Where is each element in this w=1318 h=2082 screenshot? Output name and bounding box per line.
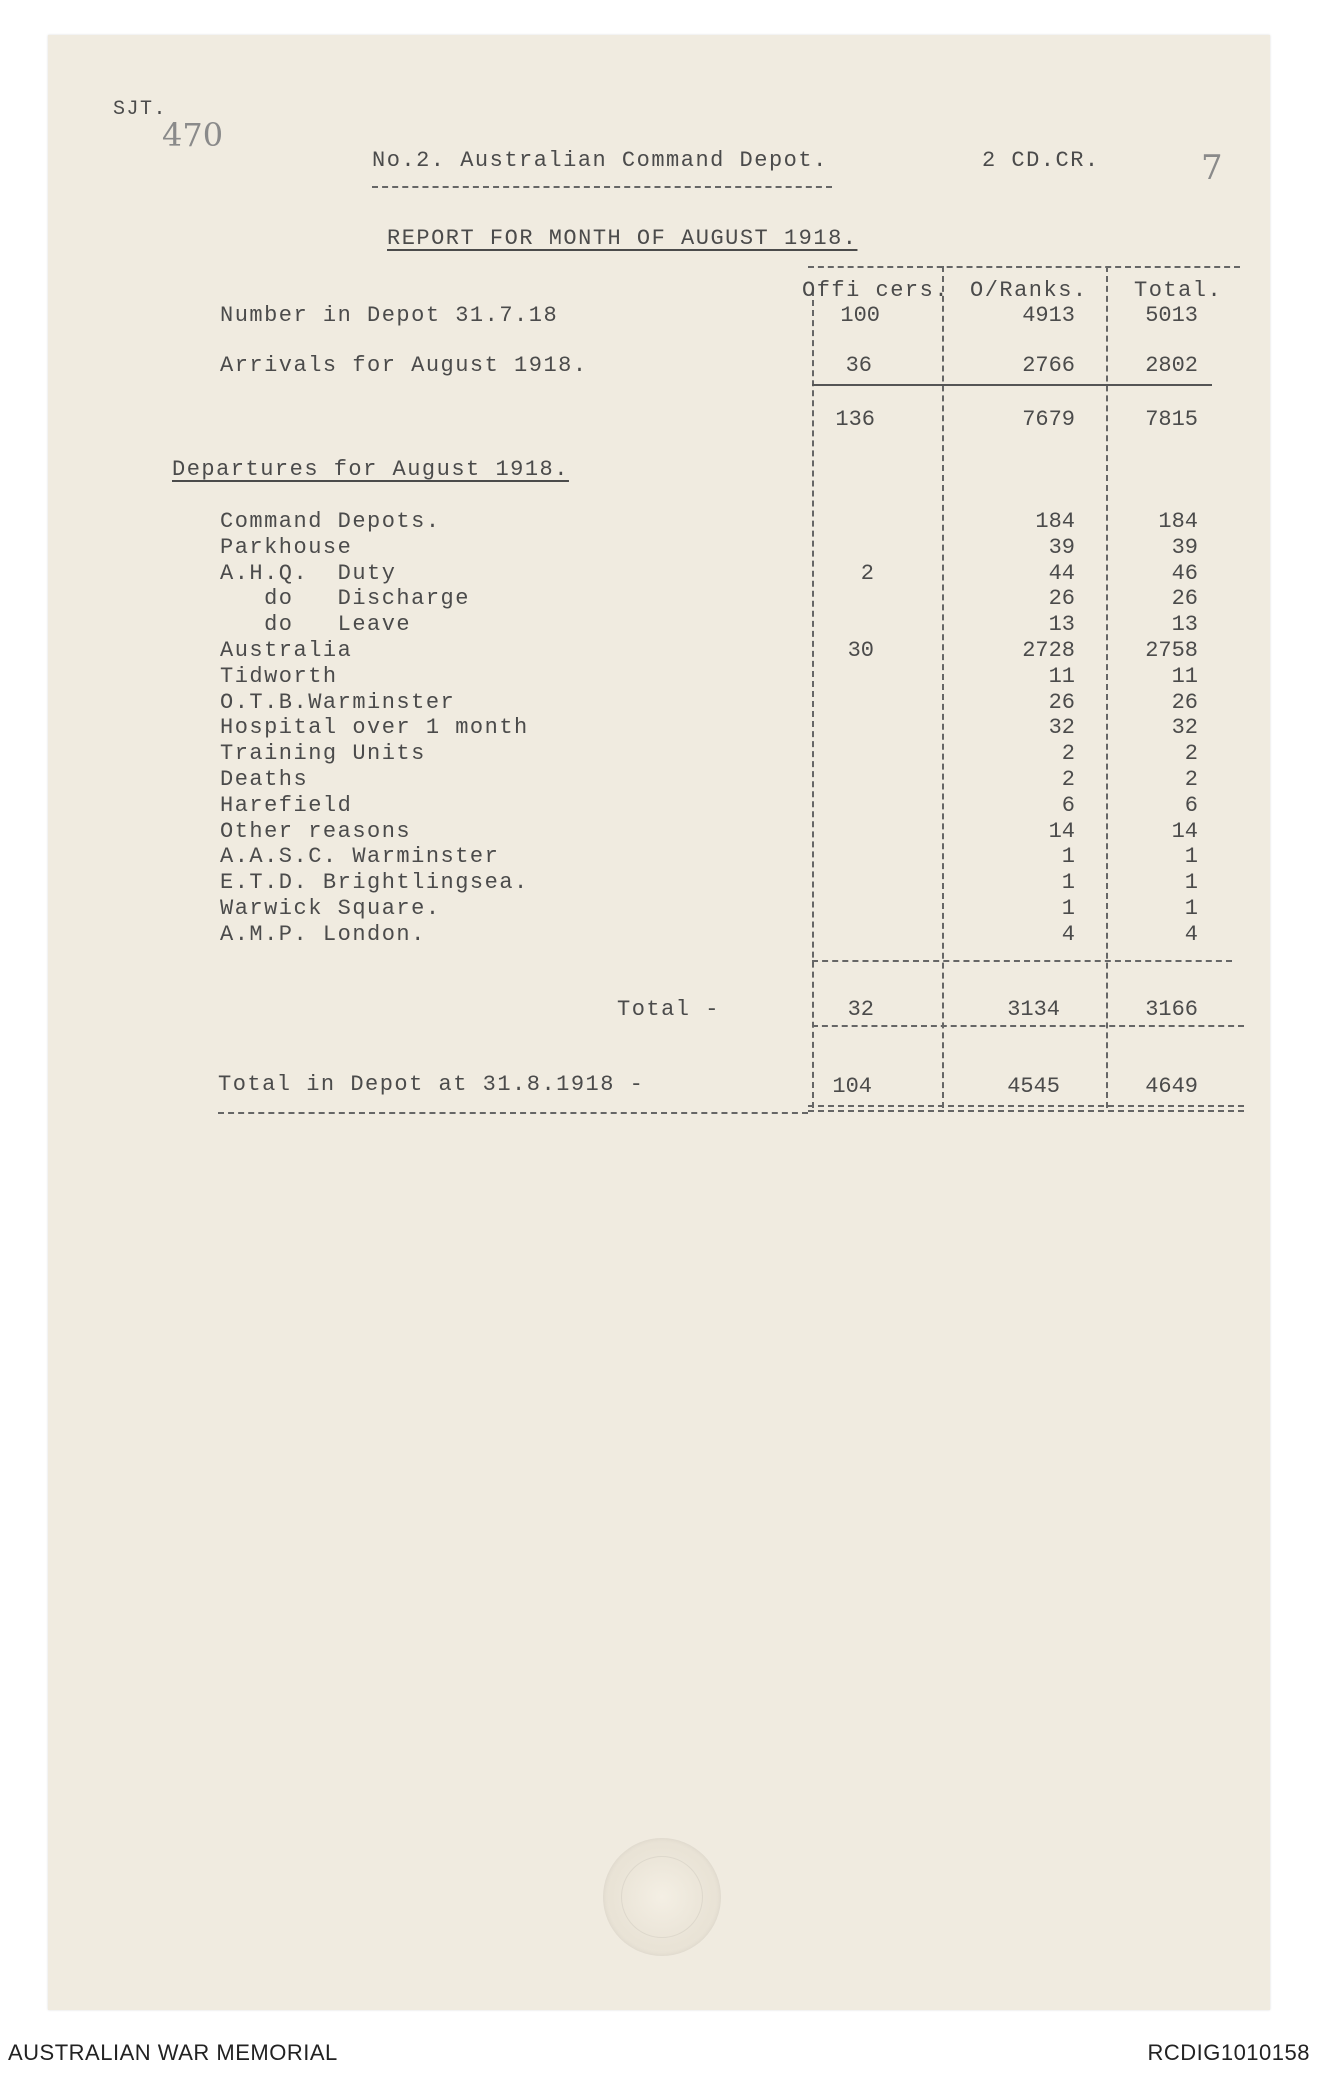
departure-other-ranks: 14	[1048, 819, 1075, 844]
departure-other-ranks: 13	[1048, 612, 1075, 637]
page-mark: 7	[1201, 148, 1223, 188]
departure-total: 1	[1184, 870, 1198, 895]
cell-officers: 36	[845, 353, 872, 378]
row-label: Number in Depot 31.7.18	[220, 303, 559, 328]
departure-total: 46	[1171, 561, 1198, 586]
departure-total: 4	[1184, 922, 1198, 947]
departure-label: Training Units	[220, 741, 426, 766]
subtotal-rule	[812, 384, 1212, 386]
cell-total: 2802	[1145, 353, 1198, 378]
closing-underline	[218, 1112, 808, 1114]
closing-label: Total in Depot at 31.8.1918 -	[218, 1072, 645, 1097]
col-header-officers: Offi cers.	[802, 278, 950, 303]
departure-other-ranks: 4	[1061, 922, 1075, 947]
corner-label: SJT.	[113, 98, 168, 121]
departure-label: Warwick Square.	[220, 896, 441, 921]
departure-total: 2	[1184, 767, 1198, 792]
title-rule	[372, 186, 832, 188]
departure-other-ranks: 2	[1061, 741, 1075, 766]
departure-label: O.T.B.Warminster	[220, 690, 456, 715]
footer-left: AUSTRALIAN WAR MEMORIAL	[8, 2040, 338, 2065]
departure-label: Harefield	[220, 793, 353, 818]
departure-other-ranks: 6	[1061, 793, 1075, 818]
departures-total-other-ranks: 3134	[1007, 997, 1060, 1022]
departure-other-ranks: 184	[1035, 509, 1075, 534]
departure-label: Other reasons	[220, 819, 412, 844]
subtotal-other-ranks: 7679	[1022, 407, 1075, 432]
table-top-rule	[808, 266, 1240, 268]
departure-label: do Discharge	[220, 586, 470, 611]
corner-number: 470	[162, 116, 224, 154]
departure-other-ranks: 44	[1048, 561, 1075, 586]
subtotal-total: 7815	[1145, 407, 1198, 432]
departure-total: 2758	[1145, 638, 1198, 663]
departure-total: 6	[1184, 793, 1198, 818]
departure-total: 11	[1171, 664, 1198, 689]
departure-label: E.T.D. Brightlingsea.	[220, 870, 529, 895]
departures-total-officers: 32	[847, 997, 874, 1022]
document-page	[48, 35, 1270, 2010]
departure-label: Australia	[220, 638, 353, 663]
departure-total: 39	[1171, 535, 1198, 560]
departure-other-ranks: 2	[1061, 767, 1075, 792]
departure-total: 26	[1171, 690, 1198, 715]
col-header-total: Total.	[1134, 278, 1223, 303]
departure-other-ranks: 11	[1048, 664, 1075, 689]
embossed-seal	[603, 1838, 721, 1956]
departure-label: Hospital over 1 month	[220, 715, 529, 740]
departure-other-ranks: 26	[1048, 586, 1075, 611]
departure-label: A.A.S.C. Warminster	[220, 844, 500, 869]
report-title: REPORT FOR MONTH OF AUGUST 1918.	[387, 226, 858, 251]
depot-title: No.2. Australian Command Depot.	[372, 148, 828, 173]
closing-double-rule	[808, 1105, 1244, 1112]
footer-right: RCDIG1010158	[1147, 2040, 1310, 2065]
col-divider-2	[942, 266, 944, 1108]
departure-total: 1	[1184, 896, 1198, 921]
departures-total-label: Total -	[617, 997, 720, 1022]
closing-other-ranks: 4545	[1007, 1074, 1060, 1099]
closing-officers: 104	[832, 1074, 872, 1099]
departure-officers: 30	[847, 638, 874, 663]
departures-heading: Departures for August 1918.	[172, 457, 569, 482]
departure-label: A.M.P. London.	[220, 922, 426, 947]
departure-label: Parkhouse	[220, 535, 353, 560]
subtotal-officers: 136	[835, 407, 875, 432]
departure-label: Deaths	[220, 767, 309, 792]
departures-total-rule	[812, 960, 1232, 962]
departure-label: do Leave	[220, 612, 412, 637]
cell-other-ranks: 2766	[1022, 353, 1075, 378]
departure-total: 32	[1171, 715, 1198, 740]
departure-other-ranks: 2728	[1022, 638, 1075, 663]
cell-total: 5013	[1145, 303, 1198, 328]
cell-other-ranks: 4913	[1022, 303, 1075, 328]
departure-other-ranks: 1	[1061, 870, 1075, 895]
closing-total: 4649	[1145, 1074, 1198, 1099]
departure-total: 14	[1171, 819, 1198, 844]
departure-officers: 2	[860, 561, 874, 586]
departure-total: 13	[1171, 612, 1198, 637]
departure-other-ranks: 39	[1048, 535, 1075, 560]
departure-total: 26	[1171, 586, 1198, 611]
departure-label: A.H.Q. Duty	[220, 561, 397, 586]
departure-total: 2	[1184, 741, 1198, 766]
departure-other-ranks: 32	[1048, 715, 1075, 740]
departure-total: 1	[1184, 844, 1198, 869]
departures-total-total: 3166	[1145, 997, 1198, 1022]
departure-total: 184	[1158, 509, 1198, 534]
col-header-other-ranks: O/Ranks.	[970, 278, 1088, 303]
departure-other-ranks: 1	[1061, 844, 1075, 869]
departure-label: Command Depots.	[220, 509, 441, 534]
departure-other-ranks: 26	[1048, 690, 1075, 715]
departure-other-ranks: 1	[1061, 896, 1075, 921]
reference: 2 CD.CR.	[982, 148, 1100, 173]
closing-rule	[812, 1025, 1244, 1027]
departure-label: Tidworth	[220, 664, 338, 689]
cell-officers: 100	[840, 303, 880, 328]
row-label: Arrivals for August 1918.	[220, 353, 588, 378]
